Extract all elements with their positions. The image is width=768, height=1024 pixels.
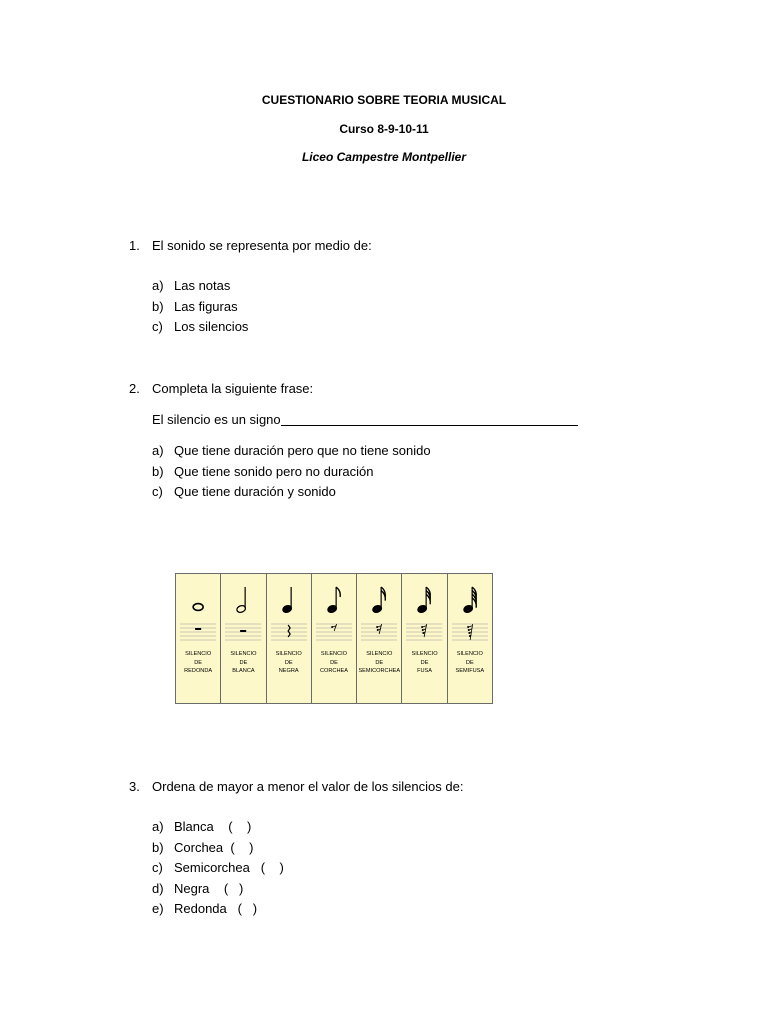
- question-2-options: [152, 441, 431, 503]
- option: d) Negra ( ): [152, 880, 244, 896]
- option: a) Que tiene duración pero que no tiene sonido: [152, 443, 431, 458]
- question-1: [129, 238, 372, 253]
- question-1-options: [152, 276, 248, 338]
- option: a) Las notas: [152, 278, 231, 293]
- option: e) Redonda ( ): [152, 901, 258, 916]
- question-3-options: [152, 817, 284, 920]
- thirty-second-note-icon: [402, 580, 446, 620]
- question-text: Completa la siguiente frase:: [152, 381, 314, 396]
- option: a) Blanca ( ): [152, 819, 252, 834]
- half-rest-icon: [225, 622, 261, 642]
- blank-underline: [281, 412, 578, 426]
- whole-note-icon: [176, 580, 220, 620]
- sixteenth-rest-icon: [361, 622, 397, 642]
- option: c) Que tiene duración y sonido: [152, 484, 336, 499]
- rest-column: [176, 574, 221, 703]
- rest-column: [448, 574, 492, 703]
- question-text: El sonido se representa por medio de:: [152, 238, 372, 253]
- rest-values-table: [175, 573, 493, 704]
- sixty-fourth-rest-icon: [452, 622, 488, 642]
- sixteenth-note-icon: [357, 580, 401, 620]
- rest-column: [267, 574, 312, 703]
- question-number: 2.: [129, 381, 140, 396]
- question-text: Ordena de mayor a menor el valor de los silencios de:: [152, 779, 464, 794]
- question-number: 3.: [129, 779, 140, 794]
- rest-label: SILENCIO DE BLANCA: [230, 651, 257, 674]
- fill-in-sentence: El silencio es un signo: [152, 412, 578, 427]
- half-note-icon: [221, 580, 265, 620]
- option: b) Que tiene sonido pero no duración: [152, 463, 374, 479]
- rest-column: [312, 574, 357, 703]
- eighth-rest-icon: [316, 622, 352, 642]
- rest-label: SILENCIO DE FUSA: [411, 651, 438, 674]
- sixty-fourth-note-icon: [448, 580, 492, 620]
- question-3: [129, 779, 463, 794]
- question-number: 1.: [129, 238, 140, 253]
- question-2: [129, 381, 313, 396]
- quarter-rest-icon: [271, 622, 307, 642]
- option: c) Semicorchea ( ): [152, 860, 284, 875]
- rest-label: SILENCIO DE NEGRA: [275, 651, 302, 674]
- rest-label: SILENCIO DE CORCHEA: [319, 651, 348, 674]
- course-line: Curso 8-9-10-11: [339, 122, 429, 136]
- option: b) Las figuras: [152, 298, 238, 314]
- quarter-note-icon: [267, 580, 311, 620]
- school-name: Liceo Campestre Montpellier: [301, 150, 467, 164]
- thirty-second-rest-icon: [406, 622, 442, 642]
- option: b) Corchea ( ): [152, 839, 254, 855]
- rest-label: SILENCIO DE SEMICORCHEA: [358, 651, 401, 674]
- whole-rest-icon: [180, 622, 216, 642]
- document-title: CUESTIONARIO SOBRE TEORIA MUSICAL: [261, 93, 507, 107]
- rest-column: [221, 574, 266, 703]
- rest-column: [357, 574, 402, 703]
- option: c) Los silencios: [152, 319, 249, 334]
- rest-label: SILENCIO DE SEMIFUSA: [455, 651, 485, 674]
- rest-column: [402, 574, 447, 703]
- rest-label: SILENCIO DE REDONDA: [184, 651, 213, 674]
- eighth-note-icon: [312, 580, 356, 620]
